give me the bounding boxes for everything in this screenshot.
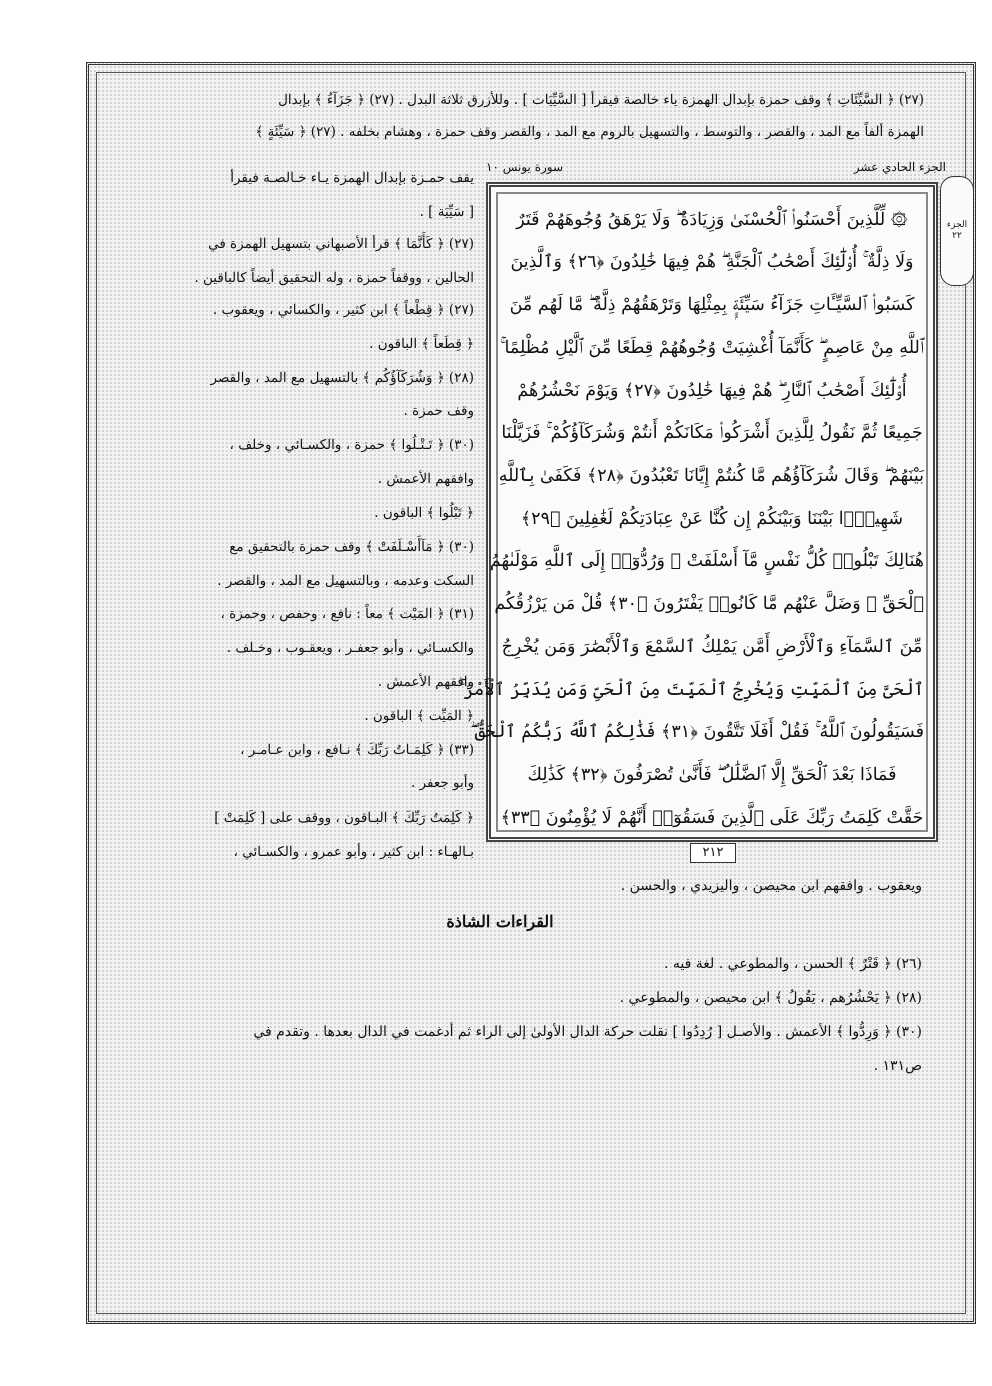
- juz-title: الجزء الحادي عشر: [853, 160, 946, 174]
- commentary-line: وافقهم الأعمش .: [377, 674, 474, 690]
- commentary-line: (٣٠) ﴿ مَآأَسْـلَفَتْ ﴾ وقف حمزة بالتحقيق مع: [229, 539, 474, 555]
- quran-line: مِّنَ ٱلسَّمَآءِ وَٱلْأَرْضِ أَمَّن يَمْلِكُ ٱلسَّمْعَ وَٱلْأَبْصَٰرَ وَمَن يُخْرِجُ: [501, 637, 923, 657]
- quran-line: أُو۟لَٰٓئِكَ أَصْحَٰبُ ٱلنَّارِ ۖ هُمْ فِيهَا خَٰلِدُونَ ﴿٢٧﴾ وَيَوْمَ نَحْشُرُهُمْ: [517, 381, 907, 401]
- shadh-line: (٢٨) ﴿ يَحْشُرُهم ، يَقُولُ ﴾ ابن محيصن ، والمطوعي .: [619, 990, 922, 1006]
- page-number: ٢١٢: [690, 843, 736, 863]
- commentary-line: (٢٧) ﴿ كَأَنَّمَا ﴾ قرأ الأصبهاني بتسهيل الهمزة في: [208, 236, 474, 252]
- commentary-line: (٣١) ﴿ المَيْت ﴾ معاً : نافع ، وحفص ، وحمزة ،: [220, 606, 474, 622]
- commentary-line: الحالين ، ووقفاً حمزة ، وله التحقيق أيضاً كالباقين .: [194, 270, 474, 286]
- quran-line: ٱلْحَقِّ ۖ وَضَلَّ عَنْهُم مَّا كَانُوا۟ يَفْتَرُونَ ﴿٣٠﴾ قُلْ مَن يَرْزُقُكُم: [494, 594, 924, 614]
- quran-line: ٱللَّهِ مِنْ عَاصِمٍ ۖ كَأَنَّمَآ أُغْشِيَتْ وُجُوهُهُمْ قِطَعًا مِّنَ ٱلَّيْلِ مُظْلِمًا ۚ: [500, 338, 924, 358]
- commentary-line: يقف حمـزة بإبدال الهمزة يـاء خـالصـة فيقرأ: [230, 170, 474, 186]
- commentary-line: (٣٠) ﴿ تَـتْـلُوا ﴾ حمزة ، والكسـائي ، وخلف ،: [229, 437, 474, 453]
- commentary-line: ﴿ قِطَعاً ﴾ الباقون .: [369, 336, 474, 352]
- shadh-line: ص١٣١ .: [873, 1058, 922, 1074]
- commentary-line: وافقهم الأعمش .: [377, 471, 474, 487]
- commentary-line: وقف حمزة .: [403, 403, 474, 419]
- quran-line: وَلَا ذِلَّةٌ ۚ أُو۟لَٰٓئِكَ أَصْحَٰبُ ٱلْجَنَّةِ ۖ هُمْ فِيهَا خَٰلِدُونَ ﴿٢٦﴾ وَٱلَّذِينَ: [510, 252, 914, 272]
- commentary-line: والكسـائي ، وأبو جعفـر ، ويعقـوب ، وخـلف .: [226, 640, 474, 656]
- quran-line: حَقَّتْ كَلِمَتُ رَبِّكَ عَلَى ٱلَّذِينَ فَسَقُوٓا۟ أَنَّهُمْ لَا يُؤْمِنُونَ ﴿٣٣﴾: [500, 808, 924, 828]
- commentary-line: ﴿ المَيِّت ﴾ الباقون .: [364, 708, 474, 724]
- commentary-line: بـالهـاء : ابن كثير ، وأبو عمرو ، والكسـائي ،: [233, 844, 474, 860]
- continuation-line: ويعقوب . وافقهم ابن محيصن ، واليزيدي ، والحسن .: [620, 878, 922, 894]
- commentary-line: وأبو جعفر .: [410, 775, 474, 791]
- quran-line: ٱلْحَىَّ مِنَ ٱلْمَيِّتِ وَيُخْرِجُ ٱلْمَيِّتَ مِنَ ٱلْحَىِّ وَمَن يُدَبِّرُ ٱلْأَمْرَ ۚ: [459, 680, 924, 700]
- top-note-line: الهمزة ألفاً مع المد ، والقصر ، والتوسط ، والتسهيل بالروم مع المد ، والقصر وقف حمزة ، وهشام بخلفه . (٢٧) ﴿ سَيِّئَةٍ ﴾: [255, 124, 924, 140]
- juz-ornament-number: ٢٢: [952, 231, 962, 241]
- commentary-line: السكت وعدمه ، وبالتسهيل مع المد ، والقصر .: [217, 573, 474, 589]
- commentary-line: ﴿ كَلِمَتُ رَبِّكَ ﴾ البـاقون ، ووقف على [ كَلِمَتْ ]: [214, 810, 474, 826]
- juz-ornament-label: الجزء: [946, 220, 968, 230]
- quran-line: ۞ لِّلَّذِينَ أَحْسَنُوا۟ ٱلْحُسْنَىٰ وَزِيَادَةٌ ۖ وَلَا يَرْهَقُ وُجُوهَهُمْ قَتَرٌ: [516, 210, 908, 230]
- shadh-readings-title: القراءات الشاذة: [446, 912, 554, 931]
- juz-ornament: [940, 176, 974, 286]
- commentary-line: (٣٣) ﴿ كَلِمَـاتُ رَبِّكَ ﴾ نـافع ، وابن عـامـر ،: [240, 742, 474, 758]
- commentary-line: (٢٧) ﴿ قِطْعاً ﴾ ابن كثير ، والكسائي ، ويعقوب .: [212, 302, 474, 318]
- quran-line: فَسَيَقُولُونَ ٱللَّهُ ۚ فَقُلْ أَفَلَا تَتَّقُونَ ﴿٣١﴾ فَذَٰلِكُمُ ٱللَّهُ رَبُّكُمُ ٱلْحَقُّ ۖ: [470, 722, 924, 742]
- surah-title: سورة يونس ١٠: [486, 160, 564, 174]
- commentary-line: (٢٨) ﴿ وَشُرَكَآؤُكُم ﴾ بالتسهيل مع المد ، والقصر: [210, 370, 474, 386]
- running-header: [486, 160, 946, 178]
- quran-line: كَسَبُوا۟ ٱلسَّيِّـَٔاتِ جَزَآءُ سَيِّئَةٍۭ بِمِثْلِهَا وَتَرْهَقُهُمْ ذِلَّةٌ ۖ مَّا لَهُم مِّنَ: [509, 295, 915, 315]
- quran-line: بَيْنَهُمْ ۖ وَقَالَ شُرَكَآؤُهُم مَّا كُنتُمْ إِيَّانَا تَعْبُدُونَ ﴿٢٨﴾ فَكَفَىٰ بِٱللَّهِ: [498, 466, 924, 486]
- top-note-line: (٢٧) ﴿ السَّيِّئَاتِ ﴾ وقف حمزة بإبدال الهمزة ياء خالصة فيقرأ [ السَّيِّيَات ] . وللأزرق ثلاثة البدل . (٢٧) ﴿ جَزَآءُ ﴾ بإبدال: [278, 92, 924, 108]
- quran-line: فَمَاذَا بَعْدَ ٱلْحَقِّ إِلَّا ٱلضَّلَٰلُ ۖ فَأَنَّىٰ تُصْرَفُونَ ﴿٣٢﴾ كَذَٰلِكَ: [527, 765, 897, 785]
- commentary-line: [ سَيِّيَة ] .: [419, 204, 474, 220]
- quran-line: هُنَالِكَ تَبْلُوا۟ كُلُّ نَفْسٍ مَّآ أَسْلَفَتْ ۚ وَرُدُّوٓا۟ إِلَى ٱللَّهِ مَوْلَىٰهُمُ: [489, 551, 924, 571]
- quran-line: شَهِيدًۢا بَيْنَنَا وَبَيْنَكُمْ إِن كُنَّا عَنْ عِبَادَتِكُمْ لَغَٰفِلِينَ ﴿٢٩﴾: [520, 509, 904, 529]
- quran-line: جَمِيعًا ثُمَّ نَقُولُ لِلَّذِينَ أَشْرَكُوا۟ مَكَانَكُمْ أَنتُمْ وَشُرَكَآؤُكُمْ ۚ فَزَيَّلْنَا: [501, 423, 923, 443]
- shadh-line: (٣٠) ﴿ وَرِدُّوا ﴾ الأعمش . والأصـل [ رُدِدُوا ] نقلت حركة الدال الأولىٰ إلى الراء ثم أدغمت في الدال بعدها . وتقدم في: [253, 1024, 922, 1040]
- commentary-line: ﴿ تَبْلُوا ﴾ الباقون .: [374, 505, 474, 521]
- shadh-line: (٢٦) ﴿ قَتْرٌ ﴾ الحسن ، والمطوعي . لغة فيه .: [664, 956, 922, 972]
